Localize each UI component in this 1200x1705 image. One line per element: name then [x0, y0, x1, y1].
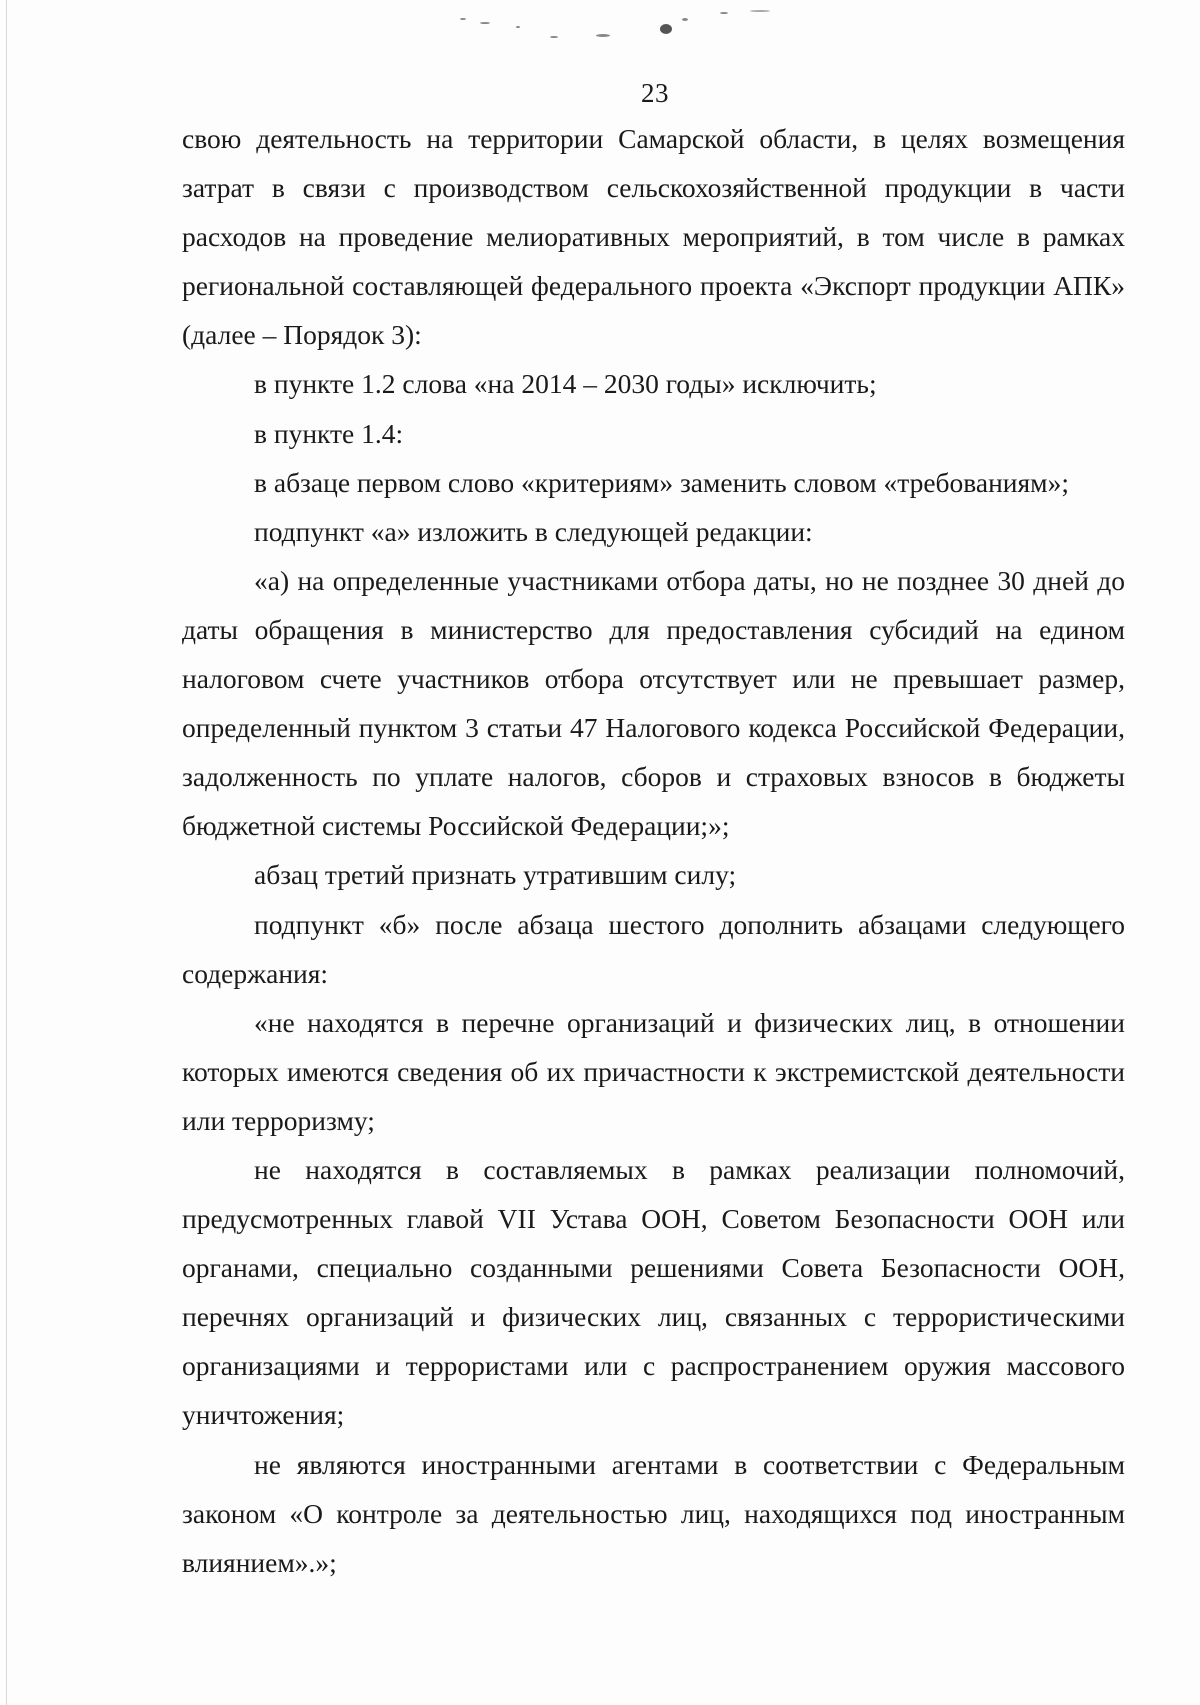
paragraph-third-abzac: абзац третий признать утратившим силу; — [254, 859, 737, 891]
paragraph-first-abzac: в абзаце первом слово «критериям» заменить словом «требованиям»; — [254, 466, 1069, 498]
scan-noise — [420, 4, 780, 44]
paragraph-item-1-2: в пункте 1.2 слова «на 2014 – 2030 годы» исключить; — [254, 368, 877, 400]
paragraph-item-1-4: в пункте 1.4: — [254, 417, 404, 449]
paragraph-extremism: «не находятся в перечне организаций и физических лиц, в отношении которых имеются сведения об их причастности к экстремистской деятельности или терроризму; — [182, 1006, 1125, 1136]
paragraph-un-lists: не находятся в составляемых в рамках реализации полномочий, предусмотренных главой VII Устава ООН, Советом Безопасности ООН или органами, специально созданными решениями Совета Безопасности ООН, перечнях организаций и физических лиц, связанных с террористическими организациями и террористами или с распространением оружия массового уничтожения; — [182, 1153, 1125, 1431]
scan-edge-line — [6, 0, 7, 1705]
page-number: 23 — [641, 78, 669, 108]
paragraph-continuation: свою деятельность на территории Самарской области, в целях возмещения затрат в связи с производством сельскохозяйственной продукции в части расходов на проведение мелиоративных мероприятий, в том числе в рамках региональной составляющей федерального проекта «Экспорт продукции АПК» (далее – Порядок 3): — [182, 123, 1125, 351]
paragraph-subitem-a-text: «а) на определенные участниками отбора даты, но не позднее 30 дней до даты обращения в министерство для предоставления субсидий на едином налоговом счете участников отбора отсутствует или не превышает размер, определенный пунктом 3 статьи 47 Налогового кодекса Российской Федерации, задолженность по уплате налогов, сборов и страховых взносов в бюджеты бюджетной системы Российской Федерации;»; — [182, 564, 1125, 842]
paragraph-subitem-b: подпункт «б» после абзаца шестого дополнить абзацами следующего содержания: — [182, 908, 1125, 989]
paragraph-subitem-a: подпункт «а» изложить в следующей редакции: — [254, 515, 813, 547]
document-body — [182, 114, 1125, 1587]
paragraph-foreign-agents: не являются иностранными агентами в соответствии с Федеральным законом «О контроле за деятельностью лиц, находящихся под иностранным влиянием».»; — [182, 1448, 1125, 1578]
